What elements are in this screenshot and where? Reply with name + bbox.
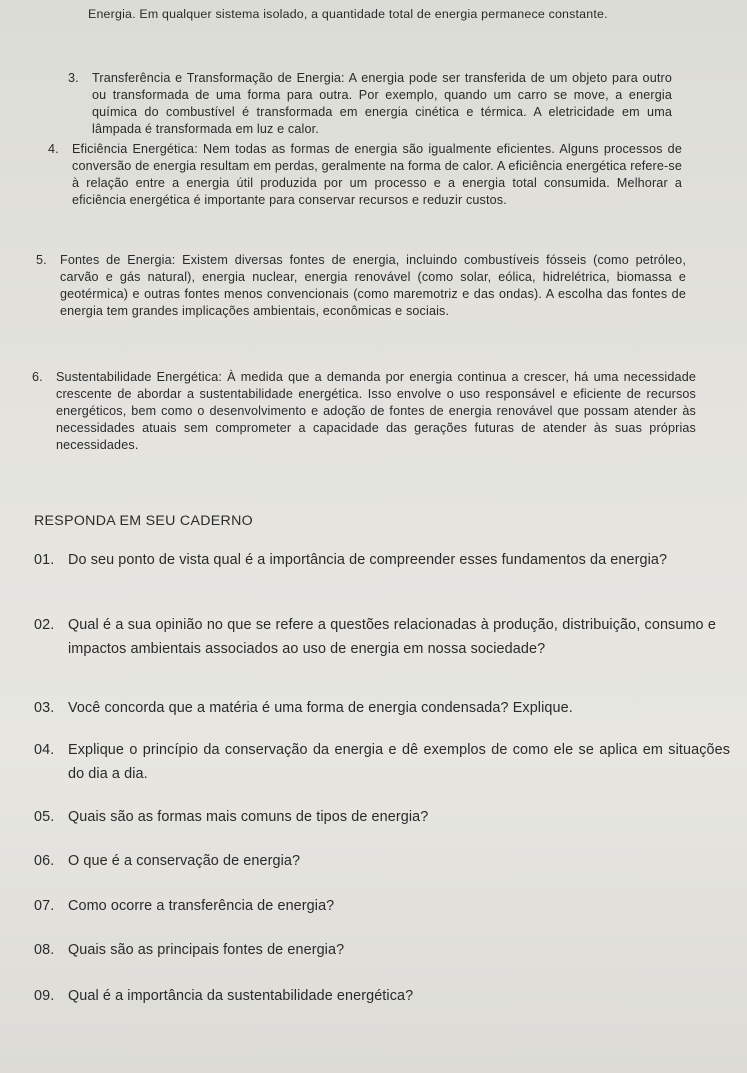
question-item xyxy=(34,696,698,720)
question-text: O que é a conservação de energia? xyxy=(68,853,301,869)
topic-text: Transferência e Transformação de Energia: A energia pode ser transferida de um objeto para outro ou transformada de uma forma para outra. Por exemplo, quando um carro se move, a energia química do combustível é transformada em energia cinética e térmica. A eletricidade em uma lâmpada é transformada em luz e calor. xyxy=(92,71,672,136)
question-number: 09. xyxy=(34,988,55,1004)
question-item xyxy=(34,805,712,829)
topic-item xyxy=(32,369,696,454)
question-item xyxy=(34,548,712,572)
question-item xyxy=(34,894,712,918)
topic-number: 4. xyxy=(48,142,59,156)
question-text: Quais são as principais fontes de energia? xyxy=(68,942,345,958)
topic-text: Fontes de Energia: Existem diversas fontes de energia, incluindo combustíveis fósseis (como petróleo, carvão e gás natural), energia nuclear, energia renovável (como solar, eólica, hidrelétrica, biomassa e geotérmica) e outras fontes menos convencionais (como maremotriz e das ondas). A escolha das fontes de energia tem grandes implicações ambientais, econômicas e sociais. xyxy=(60,253,686,318)
topic-item xyxy=(48,141,682,209)
question-item xyxy=(34,738,730,786)
question-item xyxy=(34,849,712,873)
topic-item xyxy=(68,70,672,138)
topic-text: Sustentabilidade Energética: À medida que a demanda por energia continua a crescer, há uma necessidade crescente de abordar a sustentabilidade energética. Isso envolve o uso responsável e eficiente de recursos energéticos, bem como o desenvolvimento e adoção de fontes de energia renovável que possam atender às necessidades atuais sem comprometer a capacidade das gerações futuras de atender às suas próprias necessidades. xyxy=(56,370,696,452)
question-item xyxy=(34,984,712,1008)
question-number: 05. xyxy=(34,809,55,825)
question-text: Como ocorre a transferência de energia? xyxy=(68,898,335,914)
question-number: 04. xyxy=(34,742,55,758)
question-item xyxy=(34,613,716,661)
question-text: Qual é a sua opinião no que se refere a questões relacionadas à produção, distribuição, consumo e impactos ambientais associados ao uso de energia em nossa sociedade? xyxy=(68,617,716,657)
topic-item xyxy=(36,252,686,320)
topic-text: Eficiência Energética: Nem todas as formas de energia são igualmente eficientes. Alguns processos de conversão de energia resultam em perdas, geralmente na forma de calor. A eficiência energética refere-se à relação entre a energia útil produzida por um processo e a energia total consumida. Melhorar a eficiência energética é importante para conservar recursos e reduzir custos. xyxy=(72,142,682,207)
question-number: 02. xyxy=(34,617,55,633)
topic-number: 5. xyxy=(36,253,47,267)
question-text: Quais são as formas mais comuns de tipos de energia? xyxy=(68,809,429,825)
question-number: 01. xyxy=(34,552,55,568)
intro-continuation: Energia. Em qualquer sistema isolado, a quantidade total de energia permanece constante. xyxy=(88,7,608,21)
question-text: Explique o princípio da conservação da energia e dê exemplos de como ele se aplica em situações do dia a dia. xyxy=(68,742,730,782)
question-text: Do seu ponto de vista qual é a importância de compreender esses fundamentos da energia? xyxy=(68,552,668,568)
question-number: 06. xyxy=(34,853,55,869)
topic-number: 3. xyxy=(68,71,79,85)
section-heading: RESPONDA EM SEU CADERNO xyxy=(34,513,253,529)
topic-number: 6. xyxy=(32,370,43,384)
question-number: 08. xyxy=(34,942,55,958)
question-item xyxy=(34,938,712,962)
question-text: Você concorda que a matéria é uma forma de energia condensada? Explique. xyxy=(68,700,573,716)
question-number: 07. xyxy=(34,898,55,914)
question-text: Qual é a importância da sustentabilidade energética? xyxy=(68,988,414,1004)
question-number: 03. xyxy=(34,700,55,716)
